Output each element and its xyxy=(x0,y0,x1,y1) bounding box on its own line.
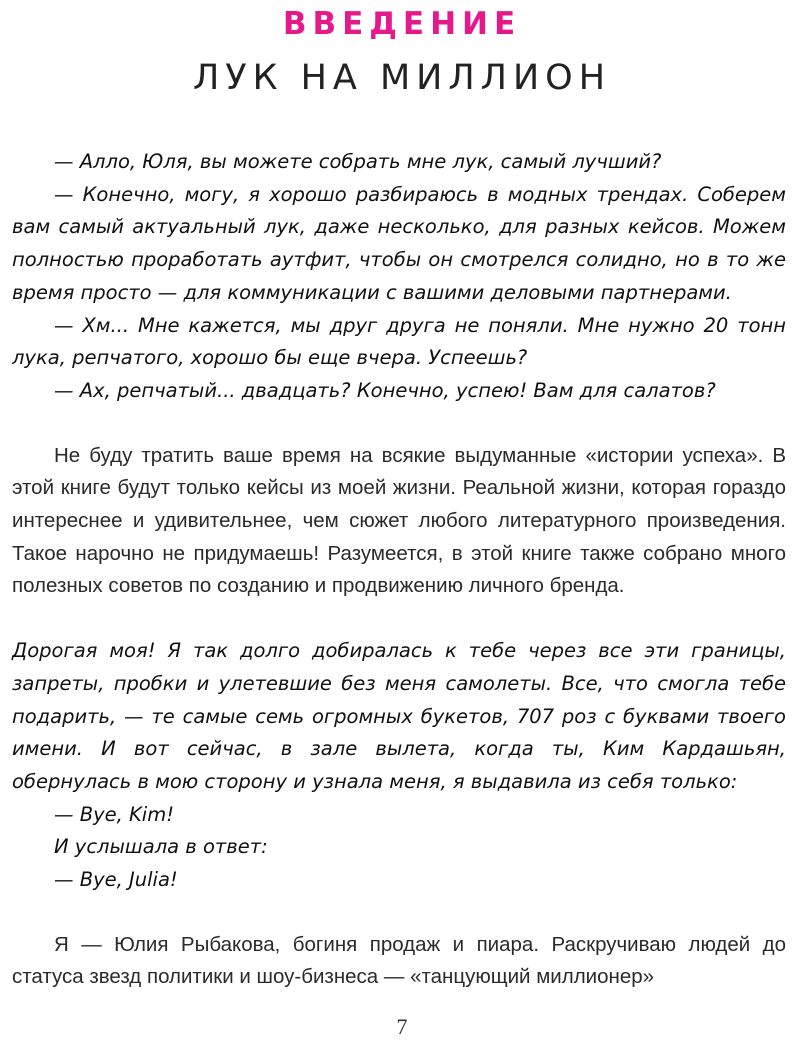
chapter-kicker: ВВЕДЕНИЕ xyxy=(282,6,522,42)
page-number: 7 xyxy=(396,1014,408,1039)
dialogue-line: — Bye, Julia! xyxy=(54,868,178,892)
body-paragraph: Не буду тратить ваше время на всякие выдуманные «истории успеха». В этой книге будут только кейсы из моей жизни. Реальной жизни, которая гораздо интереснее и удивительнее, чем сюжет любого литературного произведения. Такое нарочно не придумаешь! Разумеется, в этой книге также собрано много полезных советов по созданию и продвижению личного бренда. xyxy=(12,443,786,598)
dialogue-line: — Ах, репчатый... двадцать? Конечно, успею! Вам для салатов? xyxy=(54,378,716,402)
dialogue-line: — Конечно, могу, я хорошо разбираюсь в модных трендах. Соберем вам самый актуальный лук, даже несколько, для разных кейсов. Можем полностью проработать аутфит, чтобы он смотрелся солидно, но в то же время просто — для коммуникации с вашими деловыми партнерами. xyxy=(12,182,786,304)
body-paragraph: Я — Юлия Рыбакова, богиня продаж и пиара. Раскручиваю людей до статуса звезд политики и шоу-бизнеса — «танцующий миллионер» xyxy=(12,932,786,989)
page-body xyxy=(12,146,786,994)
dialogue-line: — Bye, Kim! xyxy=(54,802,175,826)
letter-paragraph: Дорогая моя! Я так долго добиралась к тебе через все эти границы, запреты, пробки и улетевшие без меня самолеты. Все, что смогла тебе подарить, — те самые семь огромных букетов, 707 роз с буквами твоего имени. И вот сейчас, в зале вылета, когда ты, Ким Кардашьян, обернулась в мою сторону и узнала меня, я выдавила из себя только: xyxy=(12,639,786,793)
chapter-title: ЛУК НА МИЛЛИОН xyxy=(192,58,612,98)
dialogue-line: — Алло, Юля, вы можете собрать мне лук, самый лучший? xyxy=(54,150,662,173)
dialogue-line: — Хм... Мне кажется, мы друг друга не поняли. Мне нужно 20 тонн лука, репчатого, хорошо бы еще вчера. Успеешь? xyxy=(12,313,786,370)
dialogue-line: И услышала в ответ: xyxy=(54,835,268,859)
